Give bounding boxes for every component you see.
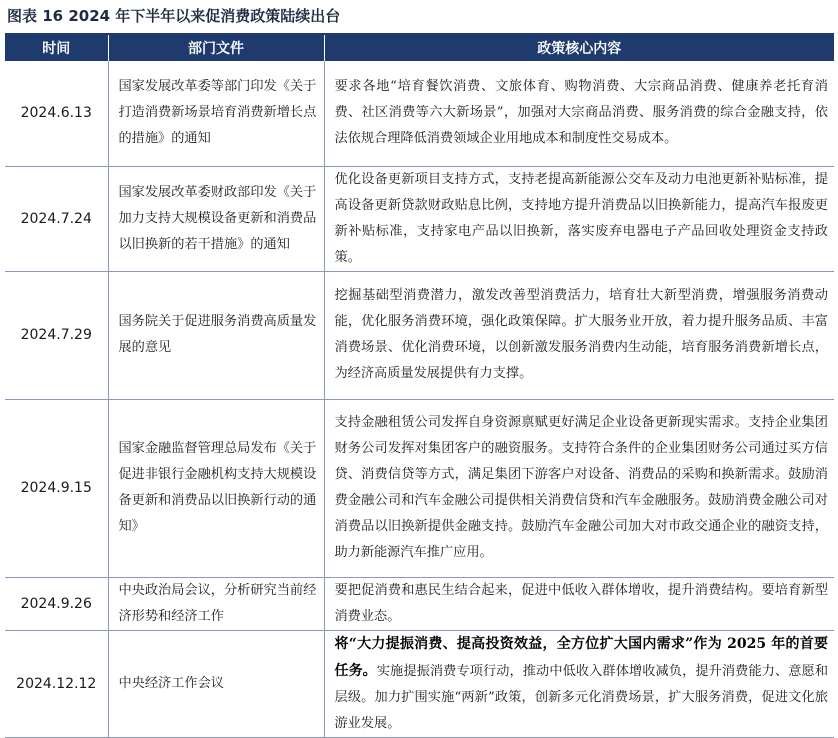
header-content: 政策核心内容 (324, 35, 834, 61)
row-content: 支持金融租赁公司发挥自身资源禀赋更好满足企业设备更新现实需求。支持企业集团财务公司发挥对集团客户的融资服务。支持符合条件的企业集团财务公司通过买方信贷、消费信贷等方式，满足集团下游客户对设备、消费品的采购和换新需求。鼓励消费金融公司和汽车金融公司提供相关消费信贷和汽车金融服务。鼓励消费金融公司对消费品以旧换新提供金融支持。鼓励汽车金融公司加大对市政交通企业的融资支持，助力新能源汽车推广应用。 (324, 399, 834, 577)
row-dept: 中央政治局会议，分析研究当前经济形势和经济工作 (108, 577, 324, 630)
row-content (324, 630, 834, 737)
row-date: 2024.9.15 (5, 399, 108, 577)
row-date: 2024.7.29 (5, 271, 108, 399)
header-dept: 部门文件 (108, 35, 324, 61)
header-date: 时间 (5, 35, 108, 61)
row-content-bold: 将“大力提振消费、提高投资效益，全方位扩大国内需求”作为 2025 年的首要任务。 (334, 635, 828, 679)
row-content: 要求各地“培育餐饮消费、文旅体育、购物消费、大宗商品消费、健康养老托育消费、社区消费等六大新场景”，加强对大宗商品消费、服务消费的综合金融支持，依法依规合理降低消费领域企业用地成本和制度性交易成本。 (324, 61, 834, 166)
table-row (5, 166, 834, 271)
table-row (5, 399, 834, 577)
row-date: 2024.9.26 (5, 577, 108, 630)
row-date: 2024.12.12 (5, 630, 108, 737)
row-date: 2024.6.13 (5, 61, 108, 166)
table-row (5, 271, 834, 399)
row-content: 优化设备更新项目支持方式，支持老提高新能源公交车及动力电池更新补贴标准，提高设备更新贷款财政贴息比例，支持地方提升消费品以旧换新能力，提高汽车报废更新补贴标准，支持家电产品以旧换新，落实废弃电器电子产品回收处理资金支持政策。 (324, 166, 834, 271)
row-dept: 国家金融监督管理总局发布《关于促进非银行金融机构支持大规模设备更新和消费品以旧换新行动的通知》 (108, 399, 324, 577)
row-date: 2024.7.24 (5, 166, 108, 271)
row-content: 挖掘基础型消费潜力，激发改善型消费活力，培育壮大新型消费，增强服务消费动能，优化服务消费环境，强化政策保障。扩大服务业开放，着力提升服务品质、丰富消费场景、优化消费环境，以创新激发服务消费内生动能，培育服务消费新增长点，为经济高质量发展提供有力支撑。 (324, 271, 834, 399)
row-content: 要把促消费和惠民生结合起来，促进中低收入群体增收，提升消费结构。要培育新型消费业态。 (324, 577, 834, 630)
table-row (5, 630, 834, 737)
table-header-row (5, 35, 834, 61)
table-row (5, 61, 834, 166)
row-dept: 国家发展改革委财政部印发《关于加力支持大规模设备更新和消费品以旧换新的若干措施》的通知 (108, 166, 324, 271)
figure-title: 图表 16 2024 年下半年以来促消费政策陆续出台 (7, 7, 341, 25)
policy-table (5, 35, 834, 738)
table-row (5, 577, 834, 630)
row-content-rest: 实施提振消费专项行动，推动中低收入群体增收减负，提升消费能力、意愿和层级。加力扩围实施“两新”政策，创新多元化消费场景，扩大服务消费，促进文化旅游业发展。 (334, 663, 829, 731)
row-dept: 中央经济工作会议 (108, 630, 324, 737)
row-dept: 国务院关于促进服务消费高质量发展的意见 (108, 271, 324, 399)
row-dept: 国家发展改革委等部门印发《关于打造消费新场景培育消费新增长点的措施》的通知 (108, 61, 324, 166)
